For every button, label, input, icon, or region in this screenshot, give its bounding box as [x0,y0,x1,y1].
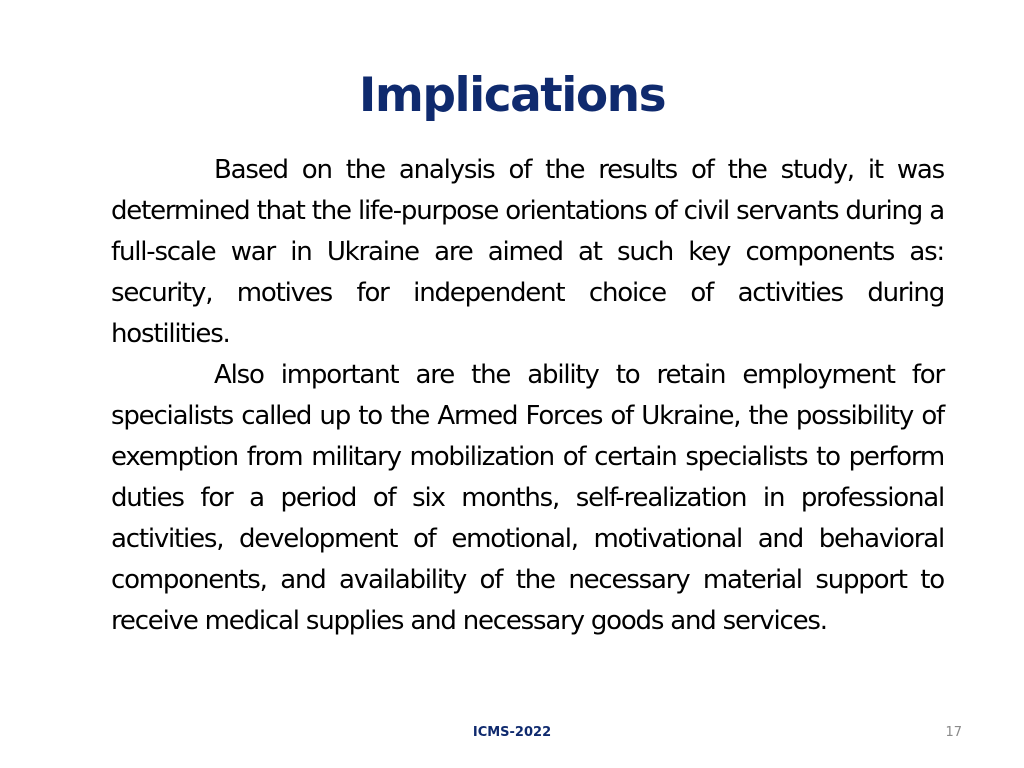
slide-body [111,150,944,642]
slide-title: Implications [358,68,666,123]
body-paragraph-1: Based on the analysis of the results of the study, it was determined that the life-purpose orientations of civil servants during a full-scale war in Ukraine are aimed at such key components as: security, motives for independent choice of activities during hostilities. [111,155,944,349]
footer-conference-label: ICMS-2022 [472,725,552,740]
body-paragraph-2: Also important are the ability to retain employment for specialists called up to the Armed Forces of Ukraine, the possibility of exemption from military mobilization of certain specialists to perform duties for a period of six months, self-realization in professional activities, development of emotional, motivational and behavioral components, and availability of the necessary material support to receive medical supplies and necessary goods and services. [111,360,944,636]
slide-page-number: 17 [945,725,962,740]
